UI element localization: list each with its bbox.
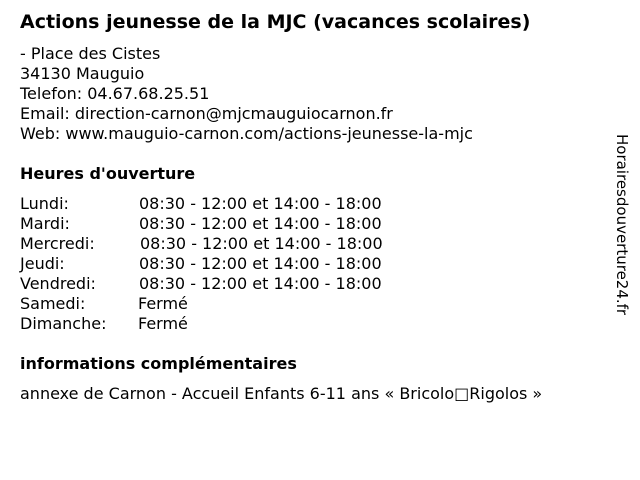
day-hours: 08:30 - 12:00 et 14:00 - 18:00 xyxy=(139,194,382,213)
day-hours: Fermé xyxy=(138,314,188,333)
phone-number: Telefon: 04.67.68.25.51 xyxy=(20,84,210,103)
street-address: - Place des Cistes xyxy=(20,44,161,63)
page-title: Actions jeunesse de la MJC (vacances scolaires) xyxy=(20,11,531,33)
hours-row-friday xyxy=(20,274,440,294)
contact-block xyxy=(20,44,473,144)
day-label: Lundi: xyxy=(20,194,69,213)
day-label: Mercredi: xyxy=(20,234,95,253)
hours-heading: Heures d'ouverture xyxy=(20,164,196,183)
day-hours: 08:30 - 12:00 et 14:00 - 18:00 xyxy=(139,214,382,233)
hours-row-tuesday xyxy=(20,214,440,234)
hours-row-saturday xyxy=(20,294,440,314)
site-watermark: Horairesdouverture24.fr xyxy=(613,134,631,316)
day-label: Dimanche: xyxy=(20,314,107,333)
hours-row-monday xyxy=(20,194,440,214)
hours-table xyxy=(20,194,440,334)
city-postcode: 34130 Mauguio xyxy=(20,64,145,83)
info-text: annexe de Carnon - Accueil Enfants 6-11 ans « Bricolo□Rigolos » xyxy=(20,384,543,403)
hours-row-thursday xyxy=(20,254,440,274)
email-address: Email: direction-carnon@mjcmauguiocarnon.fr xyxy=(20,104,393,123)
day-label: Vendredi: xyxy=(20,274,96,293)
day-label: Mardi: xyxy=(20,214,70,233)
day-label: Samedi: xyxy=(20,294,86,313)
hours-row-sunday xyxy=(20,314,440,334)
website-url: Web: www.mauguio-carnon.com/actions-jeunesse-la-mjc xyxy=(20,124,473,143)
info-heading: informations complémentaires xyxy=(20,354,297,373)
day-hours: 08:30 - 12:00 et 14:00 - 18:00 xyxy=(140,234,383,253)
day-hours: Fermé xyxy=(138,294,188,313)
day-label: Jeudi: xyxy=(20,254,65,273)
hours-row-wednesday xyxy=(20,234,440,254)
day-hours: 08:30 - 12:00 et 14:00 - 18:00 xyxy=(139,274,382,293)
day-hours: 08:30 - 12:00 et 14:00 - 18:00 xyxy=(139,254,382,273)
